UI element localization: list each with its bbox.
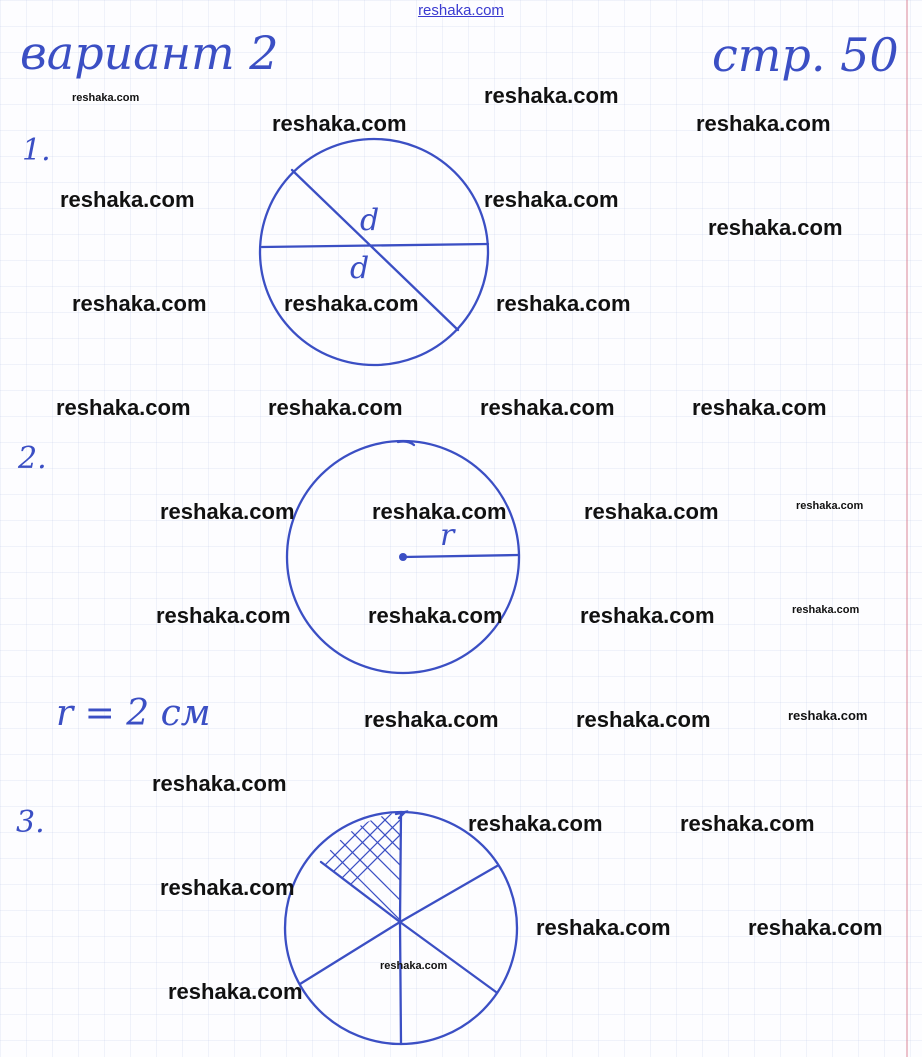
- watermark: reshaka.com: [364, 707, 499, 732]
- watermark: reshaka.com: [480, 395, 615, 420]
- task1-number: 1.: [22, 133, 51, 168]
- watermark: reshaka.com: [156, 603, 291, 628]
- task3-number: 3.: [16, 805, 45, 840]
- watermark: reshaka.com: [160, 499, 295, 524]
- task2-figure: [287, 441, 519, 673]
- watermark: reshaka.com: [152, 771, 287, 796]
- watermark: reshaka.com: [696, 111, 831, 136]
- watermark: reshaka.com: [680, 811, 815, 836]
- watermark: reshaka.com: [160, 875, 295, 900]
- page-number: стр. 50: [712, 28, 899, 82]
- watermark: reshaka.com: [536, 915, 671, 940]
- watermark: reshaka.com: [796, 500, 864, 512]
- task2-label-r: r: [440, 518, 455, 553]
- variant-title: вариант 2: [20, 26, 279, 80]
- task3-radius-upper-right: [400, 866, 497, 922]
- watermark: reshaka.com: [268, 395, 403, 420]
- watermark: reshaka.com: [72, 92, 140, 104]
- watermark: reshaka.com: [272, 111, 407, 136]
- task2-center-dot: [399, 553, 407, 561]
- task1-figure: [260, 139, 488, 365]
- watermark: reshaka.com: [168, 979, 303, 1004]
- watermark: reshaka.com: [748, 915, 883, 940]
- watermark: reshaka.com: [576, 707, 711, 732]
- watermark: reshaka.com: [708, 215, 843, 240]
- task3-radius-bottom: [400, 922, 401, 1044]
- task3-radius-lower-right: [400, 922, 496, 992]
- task3-figure: [240, 800, 517, 1044]
- watermark: reshaka.com: [484, 187, 619, 212]
- task3-radius-upper-left: [321, 862, 400, 922]
- watermark: reshaka.com: [372, 499, 507, 524]
- task3-pen-mark: [396, 812, 405, 818]
- watermark: reshaka.com: [72, 291, 207, 316]
- watermark: reshaka.com: [580, 603, 715, 628]
- watermark: reshaka.com: [792, 604, 860, 616]
- watermark: reshaka.com: [368, 603, 503, 628]
- task2-answer: r = 2 см: [56, 693, 211, 734]
- task1-label-d-top: d: [360, 203, 380, 238]
- watermark: reshaka.com: [56, 395, 191, 420]
- site-link[interactable]: reshaka.com: [418, 2, 504, 19]
- watermark: reshaka.com: [496, 291, 631, 316]
- watermark: reshaka.com: [584, 499, 719, 524]
- watermark: reshaka.com: [692, 395, 827, 420]
- watermark: reshaka.com: [484, 83, 619, 108]
- watermark: reshaka.com: [60, 187, 195, 212]
- task3-radius-top: [400, 812, 401, 922]
- watermark: reshaka.com: [788, 708, 868, 723]
- task3-radius-lower-left: [300, 922, 400, 984]
- watermark: reshaka.com: [468, 811, 603, 836]
- watermark: reshaka.com: [284, 291, 419, 316]
- task2-radius: [403, 555, 519, 557]
- watermark: reshaka.com: [380, 960, 448, 972]
- task1-diameter-horizontal: [262, 244, 488, 247]
- task1-label-d-bottom: d: [350, 251, 370, 286]
- task2-number: 2.: [18, 441, 47, 476]
